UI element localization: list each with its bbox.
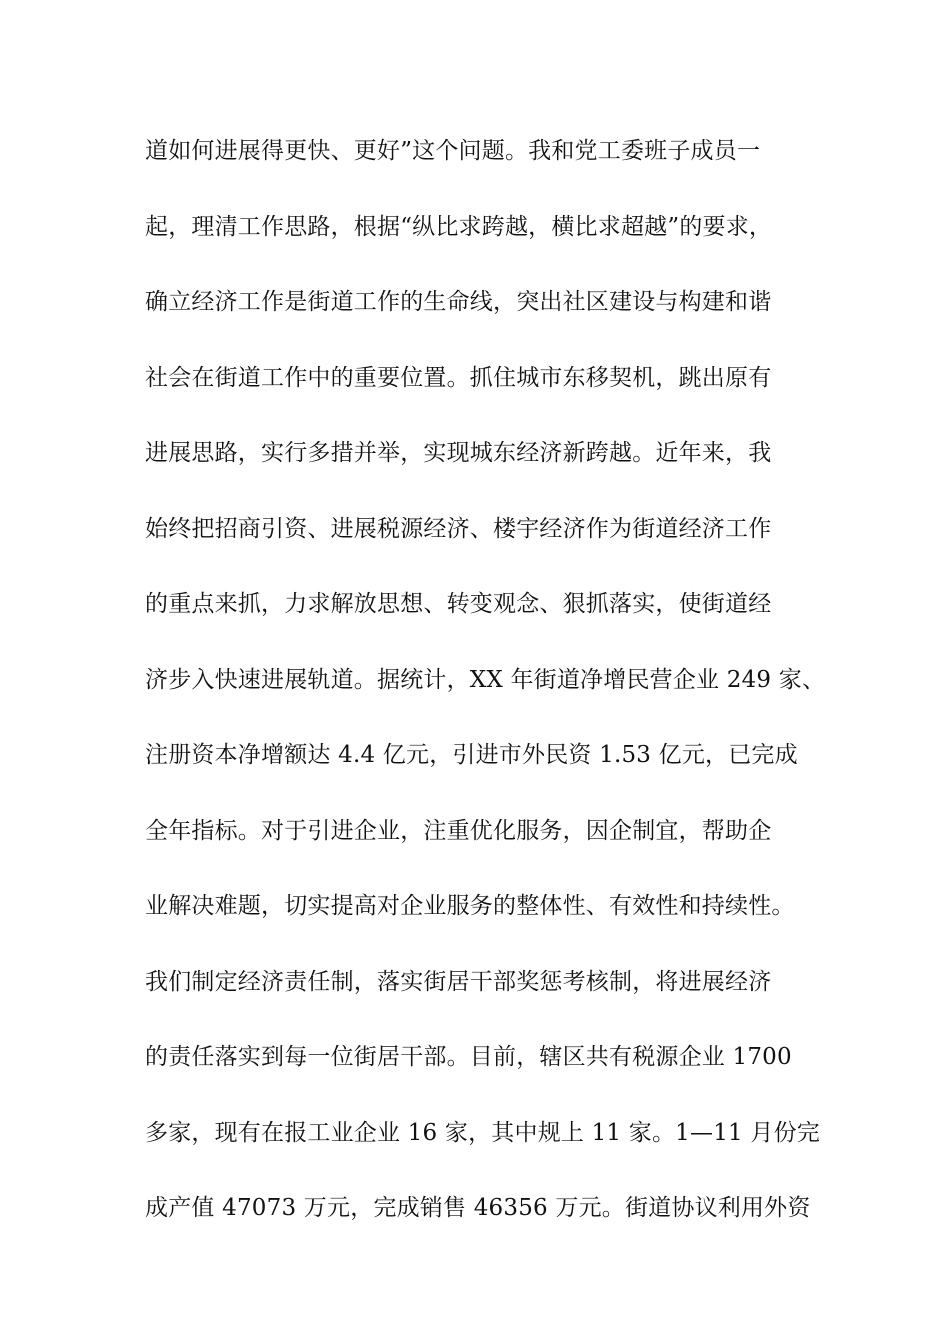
text-line-1: 道如何进展得更快、更好”这个问题。我和党工委班子成员一 bbox=[145, 138, 761, 164]
text-line-13: 的责任落实到每一位街居干部。目前，辖区共有税源企业 1700 bbox=[145, 1044, 792, 1070]
text-line-4: 社会在街道工作中的重要位置。抓住城市东移契机，跳出原有 bbox=[145, 364, 772, 391]
text-line-14: 多家，现有在报工业企业 16 家，其中规上 11 家。1—11 月份完 bbox=[145, 1119, 820, 1146]
text-line-15: 成产值 47073 万元，完成销售 46356 万元。街道协议利用外资 bbox=[145, 1195, 811, 1221]
body-text bbox=[145, 129, 835, 1262]
text-line-12: 我们制定经济责任制，落实街居干部奖惩考核制，将进展经济 bbox=[145, 968, 772, 995]
text-line-2: 起，理清工作思路，根据“纵比求跨越，横比求超越”的要求， bbox=[145, 213, 773, 240]
text-line-10: 全年指标。对于引进企业，注重优化服务，因企制宜，帮助企 bbox=[145, 817, 772, 844]
text-line-5: 进展思路，实行多措并举，实现城东经济新跨越。近年来，我 bbox=[145, 440, 772, 466]
text-line-6: 始终把招商引资、进展税源经济、楼宇经济作为街道经济工作 bbox=[145, 515, 772, 542]
text-line-9: 注册资本净增额达 4.4 亿元，引进市外民资 1.53 亿元，已完成 bbox=[145, 742, 798, 768]
text-line-7: 的重点来抓，力求解放思想、转变观念、狠抓落实，使街道经 bbox=[145, 591, 772, 617]
text-line-8: 济步入快速进展轨道。据统计，XX 年街道净增民营企业 249 家、 bbox=[145, 666, 826, 693]
text-line-3: 确立经济工作是街道工作的生命线，突出社区建设与构建和谐 bbox=[145, 289, 772, 315]
text-line-11: 业解决难题，切实提高对企业服务的整体性、有效性和持续性。 bbox=[145, 893, 795, 919]
